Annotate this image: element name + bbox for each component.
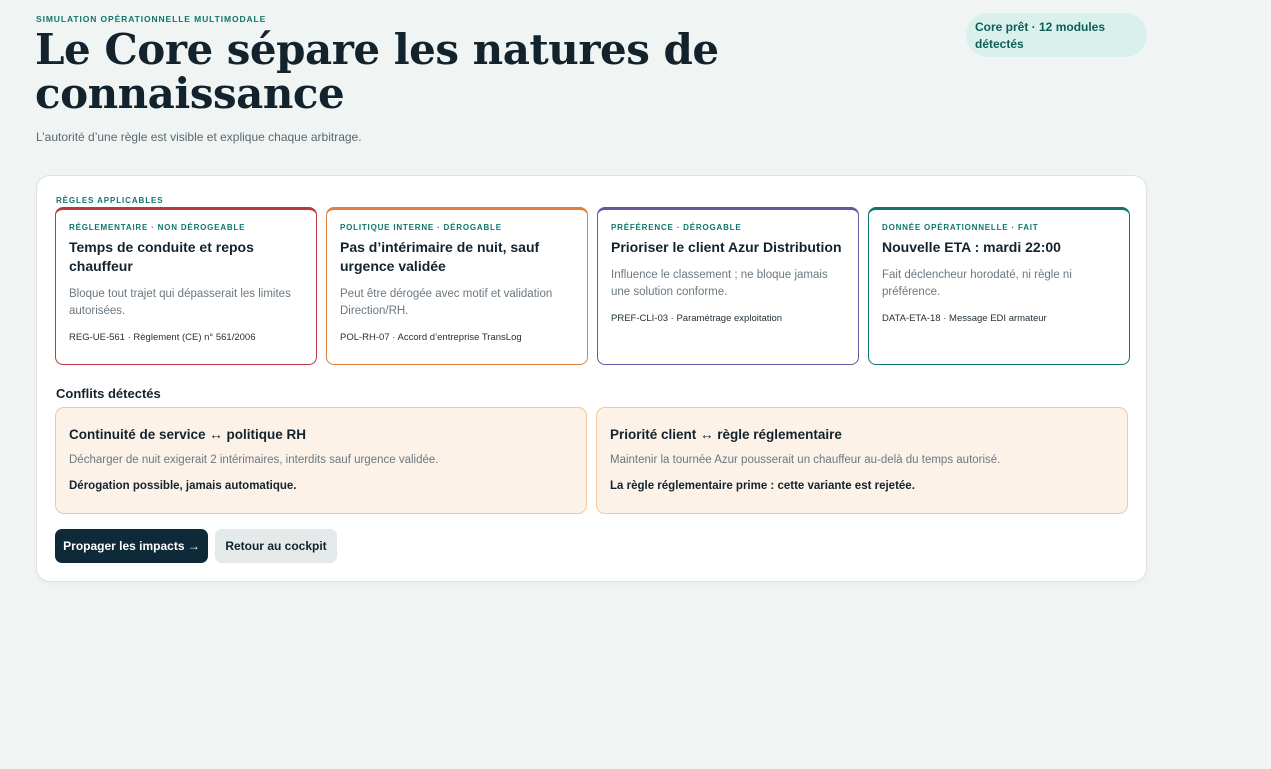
conflict-title: Continuité de service ↔ politique RH — [69, 427, 307, 442]
rule-description: Peut être dérogée avec motif et validation Direction/RH. — [340, 288, 553, 317]
conflict-description: Décharger de nuit exigerait 2 intérimaires, interdits sauf urgence validée. — [69, 454, 439, 466]
back-to-cockpit-button[interactable]: Retour au cockpit — [215, 529, 337, 563]
rule-name: Prioriser le client Azur Distribution — [611, 239, 842, 255]
rule-card-operational-data — [868, 207, 1130, 365]
conflict-card — [55, 407, 587, 514]
page-subtitle: L’autorité d’une règle est visible et explique chaque arbitrage. — [36, 130, 362, 144]
rule-name: Pas d’intérimaire de nuit, sauf urgence validée — [340, 239, 540, 274]
rule-card-regulatory — [55, 207, 317, 365]
rule-description: Influence le classement ; ne bloque jamais une solution conforme. — [611, 269, 828, 298]
rule-reference: DATA-ETA-18 · Message EDI armateur — [882, 313, 1047, 324]
rule-description: Fait déclencheur horodaté, ni règle ni préférence. — [882, 269, 1072, 298]
rules-panel — [36, 175, 1147, 582]
section-label: RÈGLES APPLICABLES — [56, 196, 164, 205]
rule-name: Nouvelle ETA : mardi 22:00 — [882, 239, 1061, 255]
rule-kind: RÉGLEMENTAIRE · NON DÉROGEABLE — [69, 223, 246, 232]
rule-description: Bloque tout trajet qui dépasserait les limites autorisées. — [69, 288, 291, 317]
conflict-card — [596, 407, 1128, 514]
rule-kind: DONNÉE OPÉRATIONNELLE · FAIT — [882, 223, 1039, 232]
status-badge: Core prêt · 12 modules détectés — [966, 13, 1147, 57]
rule-card-internal-policy — [326, 207, 588, 365]
rule-kind: POLITIQUE INTERNE · DÉROGABLE — [340, 223, 502, 232]
rule-kind: PRÉFÉRENCE · DÉROGABLE — [611, 223, 742, 232]
page-title: Le Core sépare les natures de connaissance — [35, 25, 719, 118]
conflict-verdict: La règle réglementaire prime : cette variante est rejetée. — [610, 480, 915, 492]
eyebrow: SIMULATION OPÉRATIONNELLE MULTIMODALE — [36, 14, 267, 24]
rule-reference: PREF-CLI-03 · Paramétrage exploitation — [611, 313, 783, 324]
conflict-title: Priorité client ↔ règle réglementaire — [610, 427, 842, 442]
conflict-verdict: Dérogation possible, jamais automatique. — [69, 480, 297, 492]
rule-reference: POL-RH-07 · Accord d’entreprise TransLog — [340, 332, 522, 343]
propagate-impacts-button[interactable]: Propager les impacts → — [55, 529, 208, 563]
conflict-description: Maintenir la tournée Azur pousserait un chauffeur au-delà du temps autorisé. — [610, 454, 1001, 466]
conflicts-title: Conflits détectés — [56, 386, 161, 401]
rule-reference: REG-UE-561 · Règlement (CE) n° 561/2006 — [69, 332, 256, 343]
rule-name: Temps de conduite et repos chauffeur — [69, 239, 254, 274]
rule-card-preference — [597, 207, 859, 365]
